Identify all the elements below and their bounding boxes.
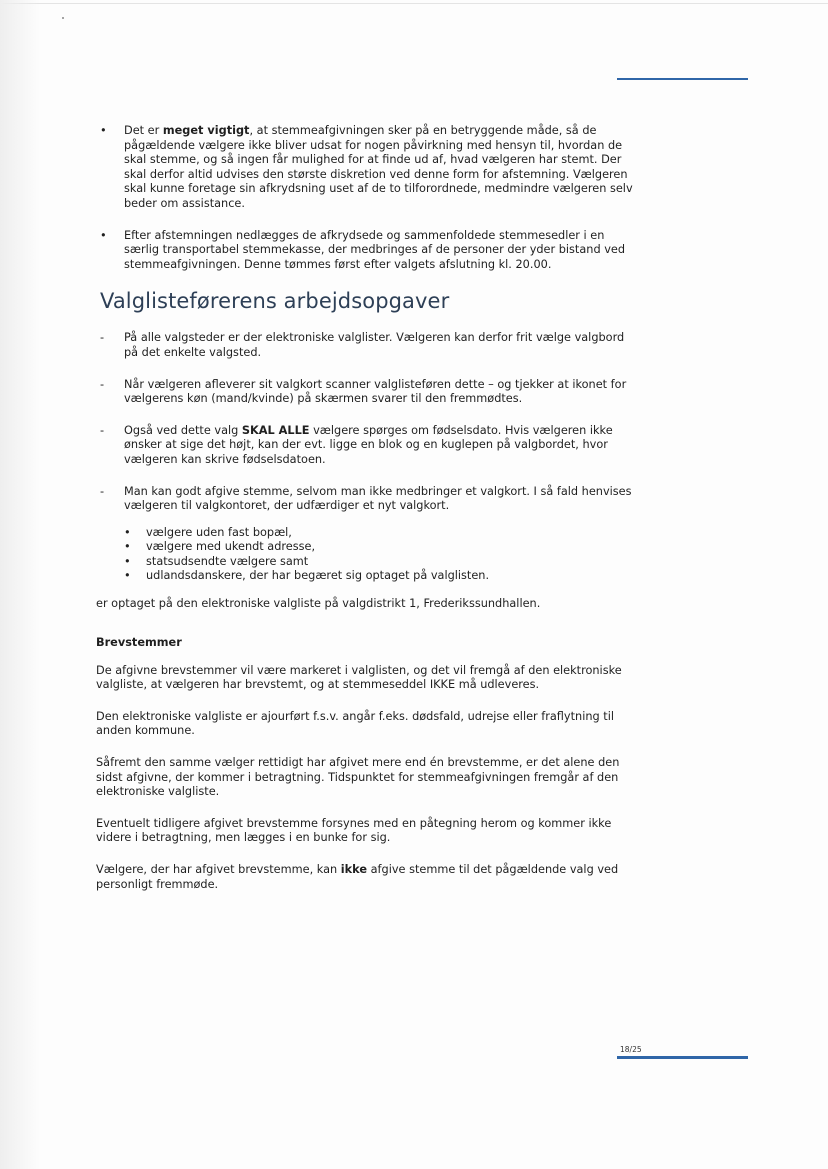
header-rule: [617, 78, 748, 80]
scan-edge-top: [0, 3, 828, 4]
list-item: - Også ved dette valg SKAL ALLE vælgere spørges om fødselsdato. Hvis vælgeren ikke ønsker at sige det højt, kan der evt. ligge en blok og en kuglepen på valgbordet, hvor vælgeren kan skrive fødselsdatoen.: [100, 423, 613, 466]
page-content: [96, 124, 636, 909]
emphasis: ikke: [340, 863, 368, 876]
footer-rule: [617, 1056, 748, 1059]
task-list: [96, 331, 636, 584]
bullet-icon: •: [124, 525, 131, 539]
paragraph: De afgivne brevstemmer vil være markeret i valglisten, og det vil fremgå af den elektroniske valgliste, at vælgeren har brevstemt, og at stemmeseddel IKKE må udleveres.: [96, 663, 622, 692]
dash-icon: -: [100, 377, 105, 391]
paragraph: Såfremt den samme vælger rettidigt har afgivet mere end én brevstemme, er det alene den sidst afgivne, der kommer i betragtning. Tidspunktet for stemmeafgivningen fremgår af den elektroniske valgliste.: [96, 756, 620, 799]
dash-icon: -: [100, 423, 105, 437]
scan-edge-left: [0, 0, 40, 1169]
dash-icon: -: [100, 484, 105, 498]
bullet-icon: •: [100, 124, 107, 137]
bullet-icon: •: [124, 540, 131, 554]
paragraph: Eventuelt tidligere afgivet brevstemme forsynes med en påtegning herom og kommer ikke videre i betragtning, men lægges i en bunke for sig.: [96, 816, 612, 845]
list-item: • Efter afstemningen nedlægges de afkrydsede og sammenfoldede stemmesedler i en særlig transportabel stemmekasse, der medbringes af de personer der yder bistand ved stemmeafgivningen. Denne tømmes først efter valgets afslutning kl. 20.00.: [100, 228, 626, 271]
list-item: • statsudsendte vælgere samt: [124, 554, 309, 568]
registration-note: er optaget på den elektroniske valgliste på valgdistrikt 1, Frederikssundhallen.: [96, 597, 541, 611]
bullet-icon: •: [124, 554, 131, 568]
page-number: 18/25: [620, 1045, 642, 1054]
paragraph: Vælgere, der har afgivet brevstemme, kan ikke afgive stemme til det pågældende valg ved personligt fremmøde.: [96, 863, 619, 891]
postal-votes-heading: Brevstemmer: [96, 635, 182, 649]
list-item: • udlandsdanskere, der har begæret sig optaget på valglisten.: [124, 569, 490, 583]
list-item: - Man kan godt afgive stemme, selvom man ikke medbringer et valgkort. I så fald henvises vælgeren til valgkontoret, der udfærdiger et nyt valgkort. • vælgere uden fast bopæl, • vælgere med ukendt adresse, • statsudsendte vælgere samt • udlandsdanskere, der har begæret sig optaget på valglisten.: [96, 485, 636, 585]
intro-bullet-list: [96, 124, 636, 272]
list-item: • Det er meget vigtigt, at stemmeafgivningen sker på en betryggende måde, så de pågældende vælgere ikke bliver udsat for nogen påvirkning med hensyn til, hvordan de skal stemme, og så ingen får mulighed for at finde ud af, hvad vælgeren har stemt. Der skal derfor altid udvises den største diskretion ved denne form for afstemning. Vælgeren skal kunne foretage sin afkrydsning uset af de to tilforordnede, medmindre vælgeren selv beder om assistance.: [100, 124, 633, 210]
emphasis: meget vigtigt: [162, 124, 250, 137]
list-item: - Når vælgeren afleverer sit valgkort scanner valglisteføren dette – og tjekker at ikonet for vælgerens køn (mand/kvinde) på skærmen svarer til den fremmødtes.: [100, 377, 627, 406]
bullet-icon: •: [100, 228, 107, 242]
dash-icon: -: [100, 331, 105, 345]
voter-group-list: [124, 526, 636, 584]
list-item: - På alle valgsteder er der elektroniske valglister. Vælgeren kan derfor frit vælge valgbord på det enkelte valgsted.: [100, 331, 625, 359]
list-item: • vælgere uden fast bopæl,: [124, 525, 292, 539]
section-title: Valglisteførerens arbejdsopgaver: [100, 289, 450, 314]
bullet-icon: •: [124, 569, 131, 583]
emphasis: SKAL ALLE: [241, 423, 310, 437]
scan-speck: [62, 17, 64, 19]
list-item: • vælgere med ukendt adresse,: [124, 540, 316, 554]
paragraph: Den elektroniske valgliste er ajourført f.s.v. angår f.eks. dødsfald, udrejse eller fraflytning til anden kommune.: [96, 709, 614, 738]
